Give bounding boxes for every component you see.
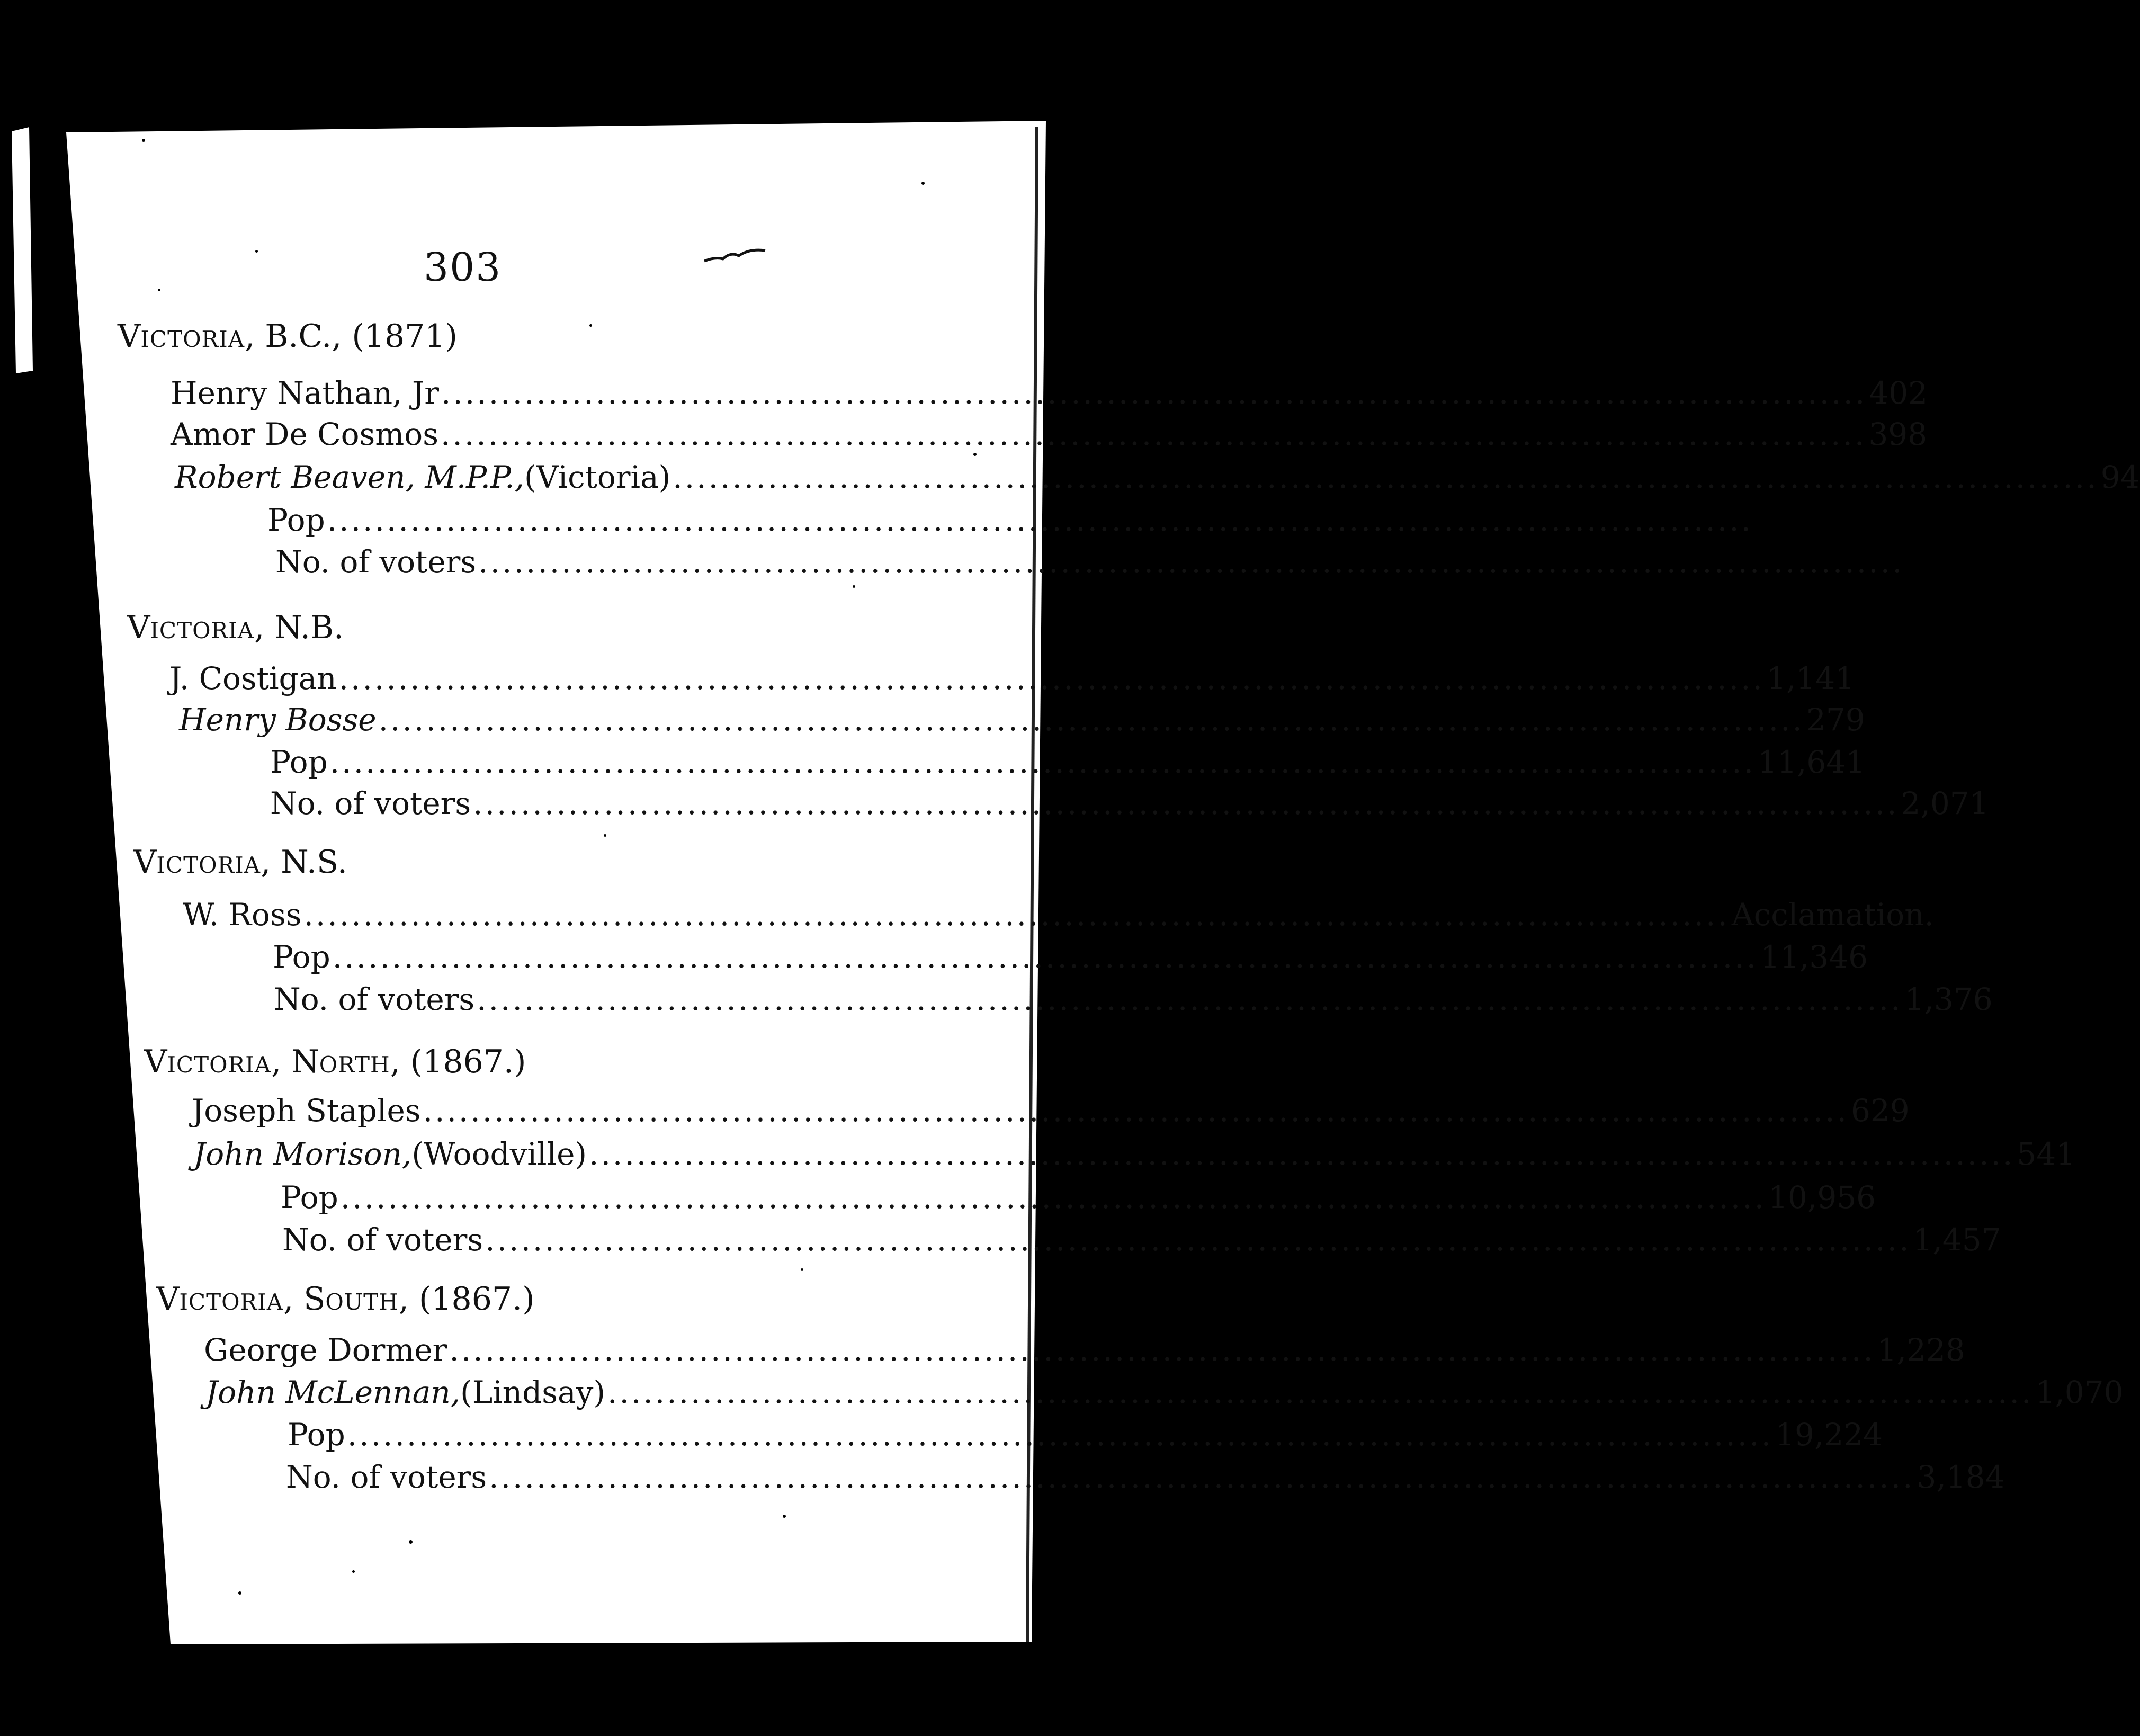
candidate-row [175, 459, 2140, 495]
paper-speck [352, 1570, 355, 1573]
candidate-name: John McLennan, [205, 1374, 461, 1410]
heading-rest: , [271, 1043, 292, 1080]
candidate-row [179, 702, 1865, 738]
candidate-name: J. Costigan [169, 660, 337, 696]
heading-second-smallcaps: ORTH [319, 1052, 390, 1078]
voters-value: 1,376 [1904, 981, 1993, 1017]
heading-initial: V [133, 844, 157, 881]
candidate-name: George Dormer [204, 1332, 447, 1368]
candidate-riding: (Victoria) [524, 459, 671, 495]
dot-leader: ........................................................................................................................ [589, 1136, 2015, 1172]
heading-smallcaps: ICTORIA [167, 1052, 272, 1078]
paper-speck [158, 289, 160, 291]
dot-leader: ........................................................................................................................ [347, 1417, 1774, 1453]
population-row [273, 939, 1868, 975]
paper-speck [921, 182, 925, 185]
heading-smallcaps: ICTORIA [150, 618, 255, 643]
dot-leader: ........................................................................................................................ [607, 1374, 2034, 1410]
heading-tail: , (1867.) [398, 1281, 535, 1318]
heading-initial: V [127, 609, 150, 646]
voters-row [270, 785, 1989, 821]
population-label: Pop [288, 1417, 345, 1453]
heading-smallcaps: ICTORIA [140, 326, 245, 352]
voters-value: 1,457 [1913, 1222, 2001, 1258]
voters-label: No. of voters [275, 544, 477, 580]
dot-leader: ........................................................................................................................ [327, 502, 1753, 538]
dot-leader: ........................................................................................................................ [332, 939, 1759, 975]
voters-row [282, 1222, 2001, 1258]
heading-smallcaps: ICTORIA [179, 1289, 284, 1315]
dot-leader: ........................................................................................................................ [340, 1179, 1767, 1215]
paper-speck [783, 1515, 786, 1518]
voters-row [286, 1459, 2005, 1495]
candidate-row [204, 1332, 1965, 1368]
dot-leader: ........................................................................................................................ [378, 702, 1804, 738]
voters-value: 2,071 [1901, 785, 1989, 821]
section-heading [144, 1043, 526, 1080]
heading-initial: V [156, 1281, 180, 1318]
paper-speck [853, 585, 855, 588]
candidate-name: Joseph Staples [192, 1093, 421, 1129]
paper-speck [142, 139, 145, 142]
population-row [288, 1417, 1883, 1453]
dot-leader: ........................................................................................................................ [338, 660, 1765, 696]
candidate-name: Amor De Cosmos [171, 416, 438, 452]
population-label: Pop [273, 939, 330, 975]
paper-speck [255, 250, 258, 253]
voters-label: No. of voters [286, 1459, 487, 1495]
paper-speck [604, 834, 606, 837]
population-value: 11,641 [1758, 744, 1866, 780]
heading-initial: V [118, 318, 141, 355]
dot-leader: ........................................................................................................................ [485, 1222, 1911, 1258]
dot-leader: ........................................................................................................................ [477, 981, 1903, 1017]
heading-smallcaps: ICTORIA [156, 852, 261, 878]
dot-leader: ........................................................................................................................ [329, 744, 1756, 780]
population-row [267, 502, 1753, 538]
candidate-row [171, 375, 1928, 411]
candidate-row [192, 1093, 1910, 1129]
candidate-riding: (Lindsay) [460, 1374, 606, 1410]
population-label: Pop [270, 744, 328, 780]
dot-leader: ........................................................................................................................ [441, 375, 1867, 411]
page-number: 303 [424, 245, 502, 290]
heading-rest: , N.B. [254, 609, 344, 646]
population-label: Pop [267, 502, 325, 538]
candidate-votes: Acclamation. [1731, 897, 1934, 933]
heading-second-initial: S [303, 1281, 326, 1318]
dot-leader: ........................................................................................................................ [449, 1332, 1875, 1368]
dot-leader: ........................................................................................................................ [303, 897, 1730, 933]
candidate-row [171, 416, 1928, 452]
candidate-name: Henry Nathan, Jr [171, 375, 439, 411]
population-row [281, 1179, 1876, 1215]
candidate-name: Robert Beaven, M.P.P., [175, 459, 525, 495]
paper-speck [973, 453, 977, 456]
heading-tail: , (1867.) [390, 1043, 526, 1080]
dot-leader: ........................................................................................................................ [440, 416, 1867, 452]
population-value: 19,224 [1775, 1417, 1883, 1453]
candidate-votes: 94 [2100, 459, 2140, 495]
section-heading [118, 318, 458, 355]
pen-scribble-mark [702, 241, 771, 267]
candidate-name: Henry Bosse [179, 702, 377, 738]
candidate-votes: 398 [1868, 416, 1928, 452]
candidate-votes: 541 [2017, 1136, 2076, 1172]
heading-initial: V [144, 1043, 167, 1080]
dot-leader: ........................................................................................................................ [423, 1093, 1849, 1129]
population-value: 10,956 [1768, 1179, 1876, 1215]
voters-row [274, 981, 1993, 1017]
section-heading [156, 1281, 535, 1318]
candidate-row [169, 660, 1855, 696]
candidate-votes: 1,141 [1767, 660, 1855, 696]
dot-leader: ........................................................................................................................ [673, 459, 2099, 495]
candidate-row [193, 1136, 2076, 1172]
candidate-votes: 629 [1850, 1093, 1910, 1129]
voters-label: No. of voters [282, 1222, 483, 1258]
heading-second-initial: N [291, 1043, 319, 1080]
candidate-votes: 279 [1806, 702, 1865, 738]
heading-rest: , N.S. [261, 844, 347, 881]
voters-row [275, 544, 1904, 580]
population-label: Pop [281, 1179, 338, 1215]
heading-rest: , B.C., (1871) [245, 318, 458, 355]
candidate-votes: 1,228 [1877, 1332, 1965, 1368]
dot-leader: ........................................................................................................................ [478, 544, 1904, 580]
population-value: 11,346 [1760, 939, 1868, 975]
candidate-name: W. Ross [183, 897, 302, 933]
candidate-votes: 402 [1869, 375, 1928, 411]
heading-second-smallcaps: OUTH [325, 1289, 399, 1315]
section-heading [127, 609, 344, 646]
voters-label: No. of voters [270, 785, 471, 821]
paper-speck [409, 1540, 413, 1544]
paper-speck [238, 1591, 241, 1595]
dot-leader: ........................................................................................................................ [489, 1459, 1915, 1495]
voters-value: 3,184 [1917, 1459, 2005, 1495]
voters-label: No. of voters [274, 981, 475, 1017]
candidate-votes: 1,070 [2035, 1374, 2124, 1410]
population-row [270, 744, 1866, 780]
paper-speck [801, 1268, 803, 1271]
paper-speck [589, 324, 592, 327]
candidate-riding: (Woodville) [411, 1136, 587, 1172]
section-heading [133, 844, 347, 881]
candidate-row [183, 897, 1934, 933]
candidate-name: John Morison, [193, 1136, 412, 1172]
heading-rest: , [283, 1281, 304, 1318]
candidate-row [205, 1374, 2124, 1410]
binding-edge-strip [12, 127, 33, 373]
dot-leader: ........................................................................................................................ [473, 785, 1899, 821]
